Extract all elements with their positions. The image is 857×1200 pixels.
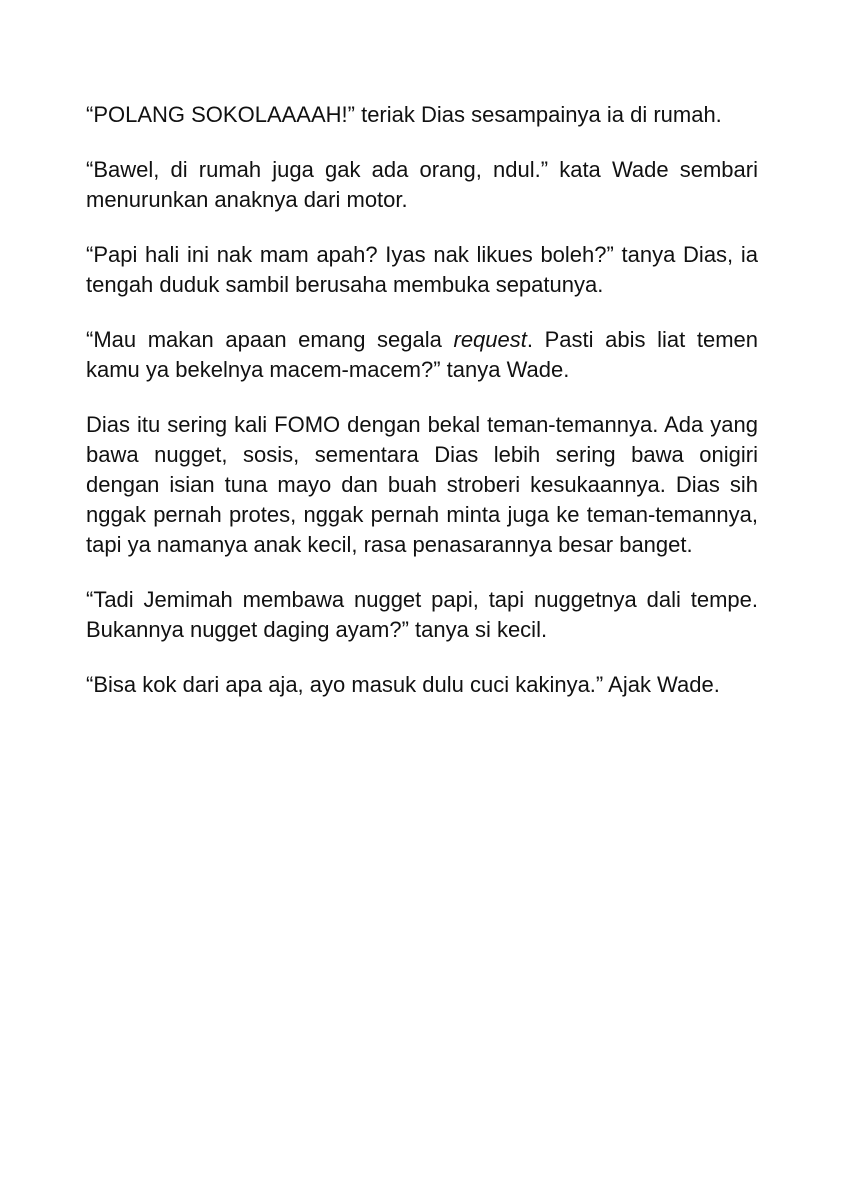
paragraph-2: “Bawel, di rumah juga gak ada orang, ndul.” kata Wade sembari menurunkan anaknya dari motor. [86,157,758,212]
paragraph-6: “Tadi Jemimah membawa nugget papi, tapi nuggetnya dali tempe. Bukannya nugget daging ayam?” tanya si kecil. [86,587,758,642]
paragraph-4-before: “Mau makan apaan emang segala [86,327,454,352]
paragraph-1: “POLANG SOKOLAAAAH!” teriak Dias sesampainya ia di rumah. [86,102,722,127]
paragraph-5: Dias itu sering kali FOMO dengan bekal teman-temannya. Ada yang bawa nugget, sosis, sementara Dias lebih sering bawa onigiri dengan isian tuna mayo dan buah stroberi kesukaannya. Dias sih nggak pernah protes, nggak pernah minta juga ke teman-temannya, tapi ya namanya anak kecil, rasa penasarannya besar banget. [86,412,758,557]
paragraph-4-after: . Pasti abis liat temen kamu ya bekelnya macem-macem?” tanya Wade. [86,327,758,382]
paragraph-4-italic: request [453,327,527,352]
document-page [86,100,758,725]
paragraph-7: “Bisa kok dari apa aja, ayo masuk dulu cuci kakinya.” Ajak Wade. [86,672,720,697]
paragraph-4 [86,325,758,385]
paragraph-3: “Papi hali ini nak mam apah? Iyas nak likues boleh?” tanya Dias, ia tengah duduk sambil berusaha membuka sepatunya. [86,242,758,297]
